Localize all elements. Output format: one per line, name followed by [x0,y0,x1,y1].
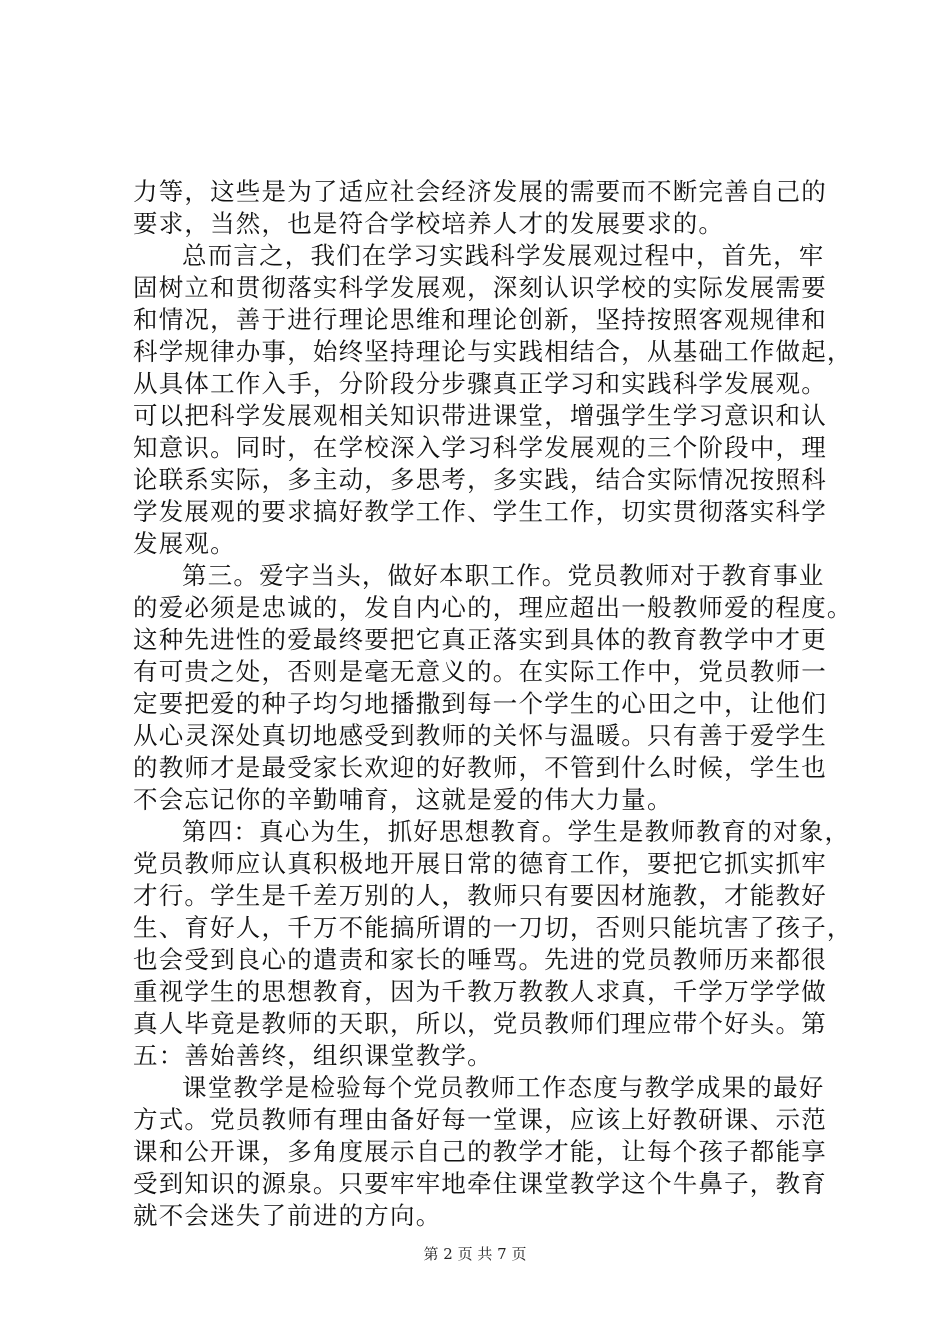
paragraph-start-line: 第三。爱字当头，做好本职工作。党员教师对于教育事业 [182,561,825,590]
body-line: 方式。党员教师有理由备好每一堂课，应该上好教研课、示范 [133,1105,827,1134]
body-line: 课和公开课，多角度展示自己的教学才能，让每个孩子都能享 [133,1137,827,1166]
body-line: 知意识。同时，在学校深入学习科学发展观的三个阶段中，理 [133,433,827,462]
document-body [133,176,853,1232]
body-line: 不会忘记你的辛勤哺育，这就是爱的伟大力量。 [133,785,673,814]
body-line: 发展观。 [133,529,236,558]
body-line: 有可贵之处，否则是毫无意义的。在实际工作中，党员教师一 [133,657,827,686]
body-line: 重视学生的思想教育，因为千教万教教人求真，千学万学学做 [133,977,827,1006]
body-line: 从具体工作入手，分阶段分步骤真正学习和实践科学发展观。 [133,369,827,398]
paragraph-start-line: 总而言之，我们在学习实践科学发展观过程中，首先，牢 [182,241,825,270]
body-line: 也会受到良心的遣责和家长的唾骂。先进的党员教师历来都很 [133,945,827,974]
body-line: 才行。学生是千差万别的人，教师只有要因材施教，才能教好 [133,881,827,910]
body-line: 和情况，善于进行理论思维和理论创新，坚持按照客观规律和 [133,305,827,334]
body-line: 学发展观的要求搞好教学工作、学生工作，切实贯彻落实科学 [133,497,827,526]
body-line: 的爱必须是忠诚的，发自内心的，理应超出一般教师爱的程度。 [133,593,853,622]
body-line: 固树立和贯彻落实科学发展观，深刻认识学校的实际发展需要 [133,273,827,302]
body-line: 论联系实际，多主动，多思考，多实践，结合实际情况按照科 [133,465,827,494]
body-line: 受到知识的源泉。只要牢牢地牵住课堂教学这个牛鼻子，教育 [133,1169,827,1198]
page-number-footer: 第 2 页 共 7 页 [423,1245,527,1263]
body-line: 科学规律办事，始终坚持理论与实践相结合，从基础工作做起， [133,337,853,366]
body-line: 的教师才是最受家长欢迎的好教师，不管到什么时候，学生也 [133,753,827,782]
body-line: 就不会迷失了前进的方向。 [133,1201,442,1230]
paragraph-start-line: 第四：真心为生，抓好思想教育。学生是教师教育的对象， [182,817,851,846]
body-line: 真人毕竟是教师的天职，所以，党员教师们理应带个好头。第 [133,1009,827,1038]
body-line: 五：善始善终，组织课堂教学。 [133,1041,493,1070]
body-line: 从心灵深处真切地感受到教师的关怀与温暖。只有善于爱学生 [133,721,827,750]
body-line: 可以把科学发展观相关知识带进课堂，增强学生学习意识和认 [133,401,827,430]
paragraph-start-line: 课堂教学是检验每个党员教师工作态度与教学成果的最好 [182,1073,825,1102]
body-line: 力等，这些是为了适应社会经济发展的需要而不断完善自己的 [133,177,827,206]
body-line: 要求，当然，也是符合学校培养人才的发展要求的。 [133,209,725,238]
body-line: 这种先进性的爱最终要把它真正落实到具体的教育教学中才更 [133,625,827,654]
body-line: 定要把爱的种子均匀地播撒到每一个学生的心田之中，让他们 [133,689,827,718]
body-line: 生、育好人，千万不能搞所谓的一刀切，否则只能坑害了孩子， [133,913,853,942]
body-line: 党员教师应认真积极地开展日常的德育工作，要把它抓实抓牢 [133,849,827,878]
